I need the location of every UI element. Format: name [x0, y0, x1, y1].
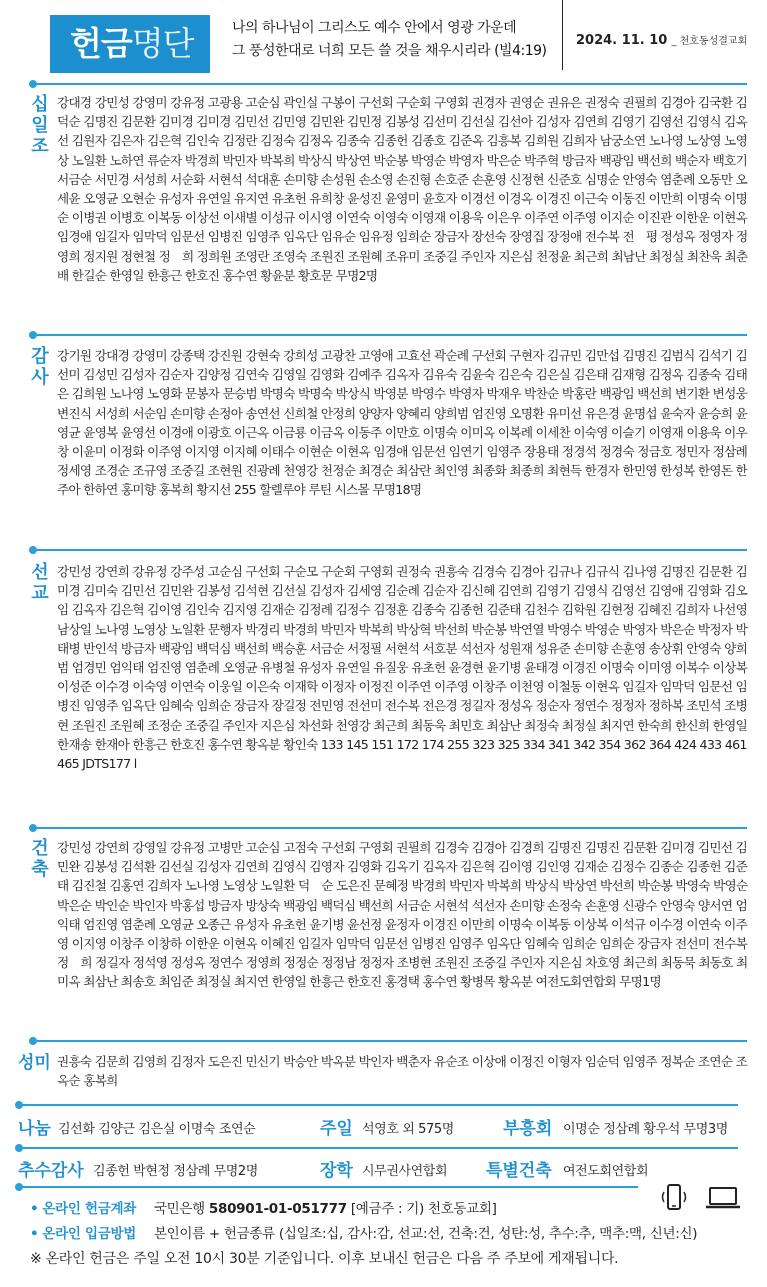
harvest-names: 김종헌 박현정 정삼례 무명2명	[93, 1164, 258, 1179]
bulletin-date: 2024. 11. 10	[576, 33, 668, 48]
rule-dot	[15, 1101, 23, 1109]
church-name: _ 천호동성결교회	[671, 36, 748, 47]
rule-dot	[29, 331, 37, 339]
bullet: •	[30, 1226, 39, 1242]
building-names: 강민성 강연희 강영일 강유정 고병만 고순심 고점숙 구선회 구영회 권필희 김경숙 김경아 김경희 김명진 김명진 김문환 김미경 김민선 김민완 김봉성 김석환 김선실 김성자 김연희 김영식 김영자 김영화 김옥기 김옥자 김은혁 김이영 김인영 김재순 김정수 김종순 김종헌 김준태 김진철 김홍연 김희자 노나영 노영상 노일환 덕 순 도은진 문혜정 박경희 박민자 박복희 박상식 박상연 박선희 박순봉 박영숙 박영순 박은순 박인순 박인자 박홍섭 방금자 방상숙 백광임 백덕심 백선희 서금순 서현석 석선자 손미향 손정숙 손훈영 신광수 안영숙 양서연 엄익태 엄진영 염춘례 오영균 오종근 유성자 유초헌 윤기병 윤선정 윤정자 이경진 이만희 이명숙 이복동 이상복 이석규 이수경 이연숙 이주영 이지영 이창주 이창하 이한운 이현옥 이혜진 임길자 임막덕 임문선 임병진 임영주 임옥단 임혜숙 임희순 임희순 장금자 전선미 전수복 정 희 정길자 정석영 정성옥 정연수 정영희 정정순 정정남 정정자 조병현 조원진 조중길 주인자 지은심 차호영 최근희 최동묵 최동호 최미옥 최삼난 최송호 최임준 최정실 최지연 한영일 한흥근 한호진 홍경택 홍수연 황병목 황옥분 여전도회연합회 무명1명	[57, 840, 748, 990]
section-rule	[32, 549, 747, 551]
title-bold: 헌금	[70, 24, 132, 63]
section-rule	[32, 827, 747, 829]
harvest-label: 추수감사	[18, 1161, 84, 1181]
section-rule	[18, 1147, 738, 1149]
special-building-names: 여전도회연합회	[563, 1164, 649, 1179]
special-building-label: 특별건축	[486, 1161, 552, 1181]
title-light: 명단	[131, 24, 194, 63]
rule-dot	[15, 1183, 23, 1191]
revival-label: 부흥회	[503, 1119, 553, 1139]
method-label: 온라인 입금방법	[42, 1226, 136, 1242]
revival-names: 이명순 정삼례 황우석 무명3명	[563, 1122, 728, 1137]
account-line	[30, 1197, 760, 1217]
account-label: 온라인 헌금계좌	[42, 1201, 136, 1217]
tithe-names: 강대경 강민성 강영미 강유정 고광용 고순심 곽인실 구봉이 구선회 구순회 구영회 권경자 권영순 권유은 권정숙 권필희 김경아 김국환 김덕순 김명진 김문환 김미경 김미경 김민선 김민영 김민완 김민정 김봉성 김선미 김선실 김선아 김성자 김연희 김영기 김영선 김영식 김옥선 김원자 김은자 김은혁 김인숙 김정란 김정숙 김정옥 김종숙 김종헌 김종호 김준옥 김흥복 김희원 김희자 남궁소연 노나영 노상영 노영상 노일환 노하연 류순자 박경희 박민자 박복희 박상식 박상연 박순봉 박영순 박영자 박은순 박주혁 방금자 백광임 백선희 백순자 백호기 서금순 서민경 서성희 서순화 서현석 석대훈 손미향 손성원 손소영 손진형 손호준 손훈영 신정현 신준호 심명순 안영숙 염춘례 오동만 오세윤 오영균 오현순 유성자 유연일 유지연 유초헌 유희창 윤성진 윤영미 윤호자 이경선 이경옥 이경진 이근숙 이동진 이만희 이명숙 이명순 이병권 이병호 이복동 이상선 이새별 이성규 이시영 이연숙 이영숙 이영재 이용욱 이은우 이주연 이주영 이지순 이진관 이한운 이현옥 임경애 임길자 임막덕 임문선 임병진 임영주 임옥단 임유순 임유정 임희순 장금자 장선숙 장영집 장정애 전수복 전 평 정성옥 정영자 정영희 정지원 정현철 정 희 정희원 조영란 조영숙 조원진 조원혜 조유미 조중길 주인자 지은심 천정윤 최근희 최남난 최정실 최찬욱 최춘배 한길순 한영일 한흥근 한호진 홍수연 황윤분 황호문 무명2명	[57, 95, 748, 283]
building-label: 건축	[31, 838, 49, 880]
header-divider	[562, 0, 563, 70]
account-number: 580901-01-051777	[208, 1201, 347, 1217]
bible-verse	[232, 17, 552, 63]
verse-line-2: 그 풍성한대로 너희 모든 쓸 것을 채우시리라 (빌4:19)	[232, 43, 547, 59]
rule-dot	[29, 824, 37, 832]
christmas-names: 권흥숙 김문희 김영희 김정자 도은진 민신기 박승안 박옥분 박인자 백춘자 유순조 이상애 이정진 이형자 임순덕 임영주 정복순 조연순 조옥순 홍복희	[57, 1054, 748, 1089]
bank-name: 국민은행	[153, 1201, 205, 1217]
method-text: 본인이름 + 헌금종류 (십일조:십, 감사:감, 선교:선, 건축:건, 성탄:성, 추수:추, 맥추:맥, 신년:신)	[153, 1226, 698, 1242]
section-rule	[18, 1186, 638, 1188]
rule-dot	[15, 1144, 23, 1152]
online-note: ※ 온라인 헌금은 주일 오전 10시 30분 기준입니다. 이후 보내신 헌금은 다음 주 주보에 게재됩니다.	[30, 1251, 619, 1267]
laptop-icon	[705, 1186, 741, 1210]
account-holder: [예금주 : 기) 천호동교회]	[350, 1201, 497, 1217]
scholarship-names: 시무권사연합회	[362, 1164, 448, 1179]
christmas-label: 성미	[18, 1053, 51, 1073]
section-rule	[32, 83, 747, 85]
section-rule	[32, 1040, 747, 1042]
section-rule	[32, 334, 747, 336]
verse-line-1: 나의 하나님이 그리스도 예수 안에서 영광 가운데	[232, 20, 517, 36]
sunday-names: 석영호 외 575명	[362, 1122, 454, 1137]
mission-label: 선교	[31, 562, 49, 604]
header	[0, 0, 767, 78]
method-line	[30, 1222, 760, 1242]
rule-dot	[29, 546, 37, 554]
tithe-label: 십일조	[31, 94, 49, 157]
sunday-label: 주일	[320, 1119, 353, 1139]
section-rule	[18, 1104, 738, 1106]
thanks-names: 강기원 강대경 강영미 강종택 강진원 강현숙 강희성 고광찬 고영애 고효선 곽순례 구선회 구현자 김규민 김만섭 김명진 김범식 김석기 김선미 김성민 김성자 김순자 김양정 김연숙 김영일 김영화 김예주 김옥자 김유숙 김윤숙 김은숙 김은실 김은태 김재형 김정옥 김종숙 김태은 김희원 노나영 노영화 문봉자 문승범 박명숙 박명숙 박상식 박영분 박영수 박영자 박재우 박찬순 박홍란 백광임 백선희 변기환 변성웅 변진식 서성희 서순임 손미향 손정아 송연선 신희철 안정희 양양자 양혜리 양희범 엄진영 오명환 유미선 유은경 윤명섭 윤숙자 윤승희 윤영균 윤영복 윤영선 이경애 이광호 이근옥 이금룡 이금옥 이동주 이만호 이명숙 이미옥 이복례 이세찬 이숙영 이슬기 이영재 이용욱 이우창 이윤미 이정화 이주영 이지영 이지혜 이태수 이현순 이현옥 임경애 임문선 임연기 임영주 장용태 정경석 정경숙 정금호 정민자 정삼례 정세영 조경순 조규영 조중길 조현원 진광례 천영강 천정순 최경순 최삼란 최인영 최종화 최종희 최현득 한경자 한민영 한성복 한영돈 한주아 한하연 홍미향 홍복희 황지선 255 할렐루야 루틴 시스몰 무명18명	[57, 348, 748, 498]
mission-names: 강민성 강연희 강유정 강주성 고순심 구선회 구순모 구순회 구영회 권정숙 권흥숙 김경숙 김경아 김규나 김규식 김나영 김명진 김문환 김미경 김미숙 김민선 김민완 김봉성 김석현 김선실 김성자 김세영 김순례 김순자 김신혜 김연희 김영기 김영식 김영선 김영애 김영화 김오임 김옥자 김은혁 김이영 김인숙 김지영 김재순 김정례 김정수 김정훈 김종숙 김종헌 김준태 김천수 김학원 김현정 김혜진 김희자 나선영 남상일 노나영 노영상 노일환 문행자 박경리 박경희 박민자 박복희 박상혁 박선희 박순봉 박연열 박영수 박영순 박영자 박은순 박정자 박태병 반인석 방금자 백광임 백덕심 백선희 백승훈 서금순 서정필 서현석 서호분 석선자 성원재 성유준 손미향 손훈영 송상휘 안영숙 양희범 엄경민 엄익태 엄진영 염춘례 오영균 유병철 유성자 유연일 유질웅 유초헌 윤경현 윤기병 윤태경 이경진 이명숙 이미영 이복수 이상복 이성준 이수경 이숙영 이연숙 이웅일 이은숙 이재학 이정자 이정진 이주연 이주영 이창주 이천영 이철동 이현옥 임길자 임막덕 임문선 임병진 임영주 임옥단 임혜숙 임희순 장금자 장길정 전민영 전선미 전수복 전은경 정길자 정성옥 정순자 정연수 정정자 정하복 조민석 조병현 조원진 조원혜 조정순 조중길 주인자 지은심 차선화 천영강 최근희 최동욱 최민호 최삼난 최정숙 최정실 최지연 한숙희 한신희 한영일 한재송 한재아 한흥근 한호진 홍수연 황옥분 황인숙 133 145 151 172 174 255 323 325 334 341 342 354 362 364 424 433 461 465 JDTS177 l	[57, 564, 748, 772]
date-block	[576, 32, 747, 48]
rule-dot	[29, 80, 37, 88]
sharing-label: 나눔	[18, 1119, 51, 1139]
rule-dot	[29, 1037, 37, 1045]
phone-icon	[657, 1183, 691, 1211]
scholarship-label: 장학	[320, 1161, 353, 1181]
thanks-label: 감사	[31, 346, 49, 388]
bullet: •	[30, 1201, 39, 1217]
device-icons	[655, 1183, 745, 1213]
page-title	[50, 15, 210, 73]
sharing-names: 김선화 김양근 김은실 이명숙 조연순	[58, 1122, 256, 1137]
